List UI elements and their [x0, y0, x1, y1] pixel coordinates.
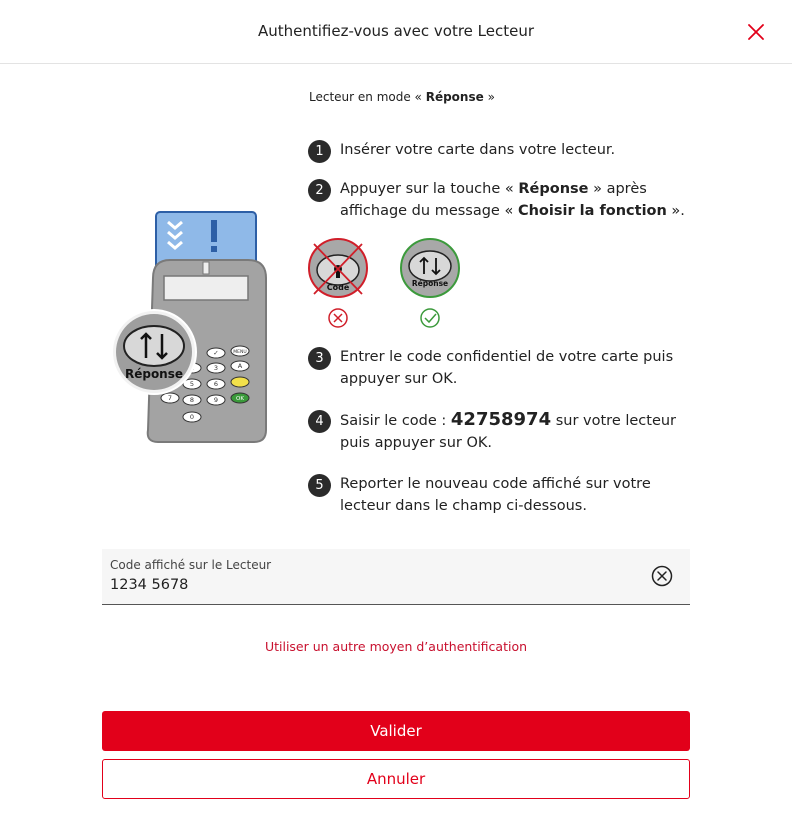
- step-text: Insérer votre carte dans votre lecteur.: [340, 142, 616, 158]
- reader-mode-line: [309, 90, 495, 104]
- success-icon: [421, 309, 439, 327]
- svg-text:MENU: MENU: [233, 350, 247, 355]
- illus-reponse-label: Réponse: [124, 367, 184, 381]
- card-reader-icon: [108, 208, 278, 448]
- reader-code-field[interactable]: [102, 549, 690, 605]
- step-4: [308, 409, 688, 454]
- step-number-badge: 4: [308, 410, 331, 433]
- wrong-key-label: Code: [326, 283, 350, 292]
- alternative-auth-link[interactable]: Utiliser un autre moyen d’authentification: [264, 639, 528, 654]
- step-text-bold: Réponse: [518, 181, 589, 197]
- step-text: Reporter le nouveau code affiché sur votre lecteur dans le champ ci-dessous.: [340, 476, 651, 514]
- step-2: [308, 178, 688, 222]
- step-number-badge: 3: [308, 347, 331, 370]
- mode-suffix: »: [483, 90, 495, 104]
- step-1: [308, 139, 688, 161]
- svg-text:OK: OK: [236, 396, 244, 402]
- step-3: [308, 346, 688, 390]
- svg-text:3: 3: [213, 364, 219, 372]
- svg-text:9: 9: [213, 396, 219, 404]
- right-key-label: Réponse: [411, 279, 449, 288]
- mode-prefix: Lecteur en mode «: [309, 90, 426, 104]
- close-icon: [744, 20, 768, 44]
- dialog-title: Authentifiez-vous avec votre Lecteur: [257, 22, 535, 40]
- reader-code-label: Code affiché sur le Lecteur: [110, 558, 272, 572]
- svg-text:✓: ✓: [213, 349, 219, 357]
- close-button[interactable]: [744, 20, 768, 44]
- svg-text:7: 7: [167, 394, 173, 402]
- step-number-badge: 2: [308, 179, 331, 202]
- svg-text:8: 8: [189, 396, 195, 404]
- dialog-header: [0, 0, 792, 64]
- step-number-badge: 5: [308, 474, 331, 497]
- reader-code-input[interactable]: [110, 577, 630, 593]
- key-comparison-icon: [306, 236, 466, 332]
- clear-input-button[interactable]: [651, 565, 673, 587]
- step-5: [308, 473, 688, 517]
- step-number-badge: 1: [308, 140, 331, 163]
- step-text-part: ».: [666, 203, 685, 219]
- step-text-part: Saisir le code :: [340, 413, 451, 429]
- step-text: [340, 178, 688, 222]
- svg-text:6: 6: [213, 380, 219, 388]
- step-text-part: » après affichage du message «: [340, 181, 647, 219]
- key-examples: [306, 236, 466, 332]
- card-reader-illustration: [108, 208, 278, 448]
- mode-name: Réponse: [425, 90, 484, 104]
- validate-button[interactable]: Valider: [102, 711, 690, 751]
- svg-text:5: 5: [189, 380, 195, 388]
- cancel-button[interactable]: Annuler: [102, 759, 690, 799]
- step-text: [340, 409, 688, 454]
- step-text: Entrer le code confidentiel de votre carte puis appuyer sur OK.: [340, 349, 674, 387]
- clear-icon: [651, 565, 673, 587]
- svg-text:A: A: [237, 362, 243, 370]
- step-text-part: sur votre lecteur puis appuyer sur OK.: [340, 413, 677, 451]
- step-text-part: Appuyer sur la touche «: [340, 181, 519, 197]
- svg-text:0: 0: [189, 413, 195, 421]
- step-text-bold: Choisir la fonction: [517, 203, 667, 219]
- challenge-code: 42758974: [450, 409, 552, 430]
